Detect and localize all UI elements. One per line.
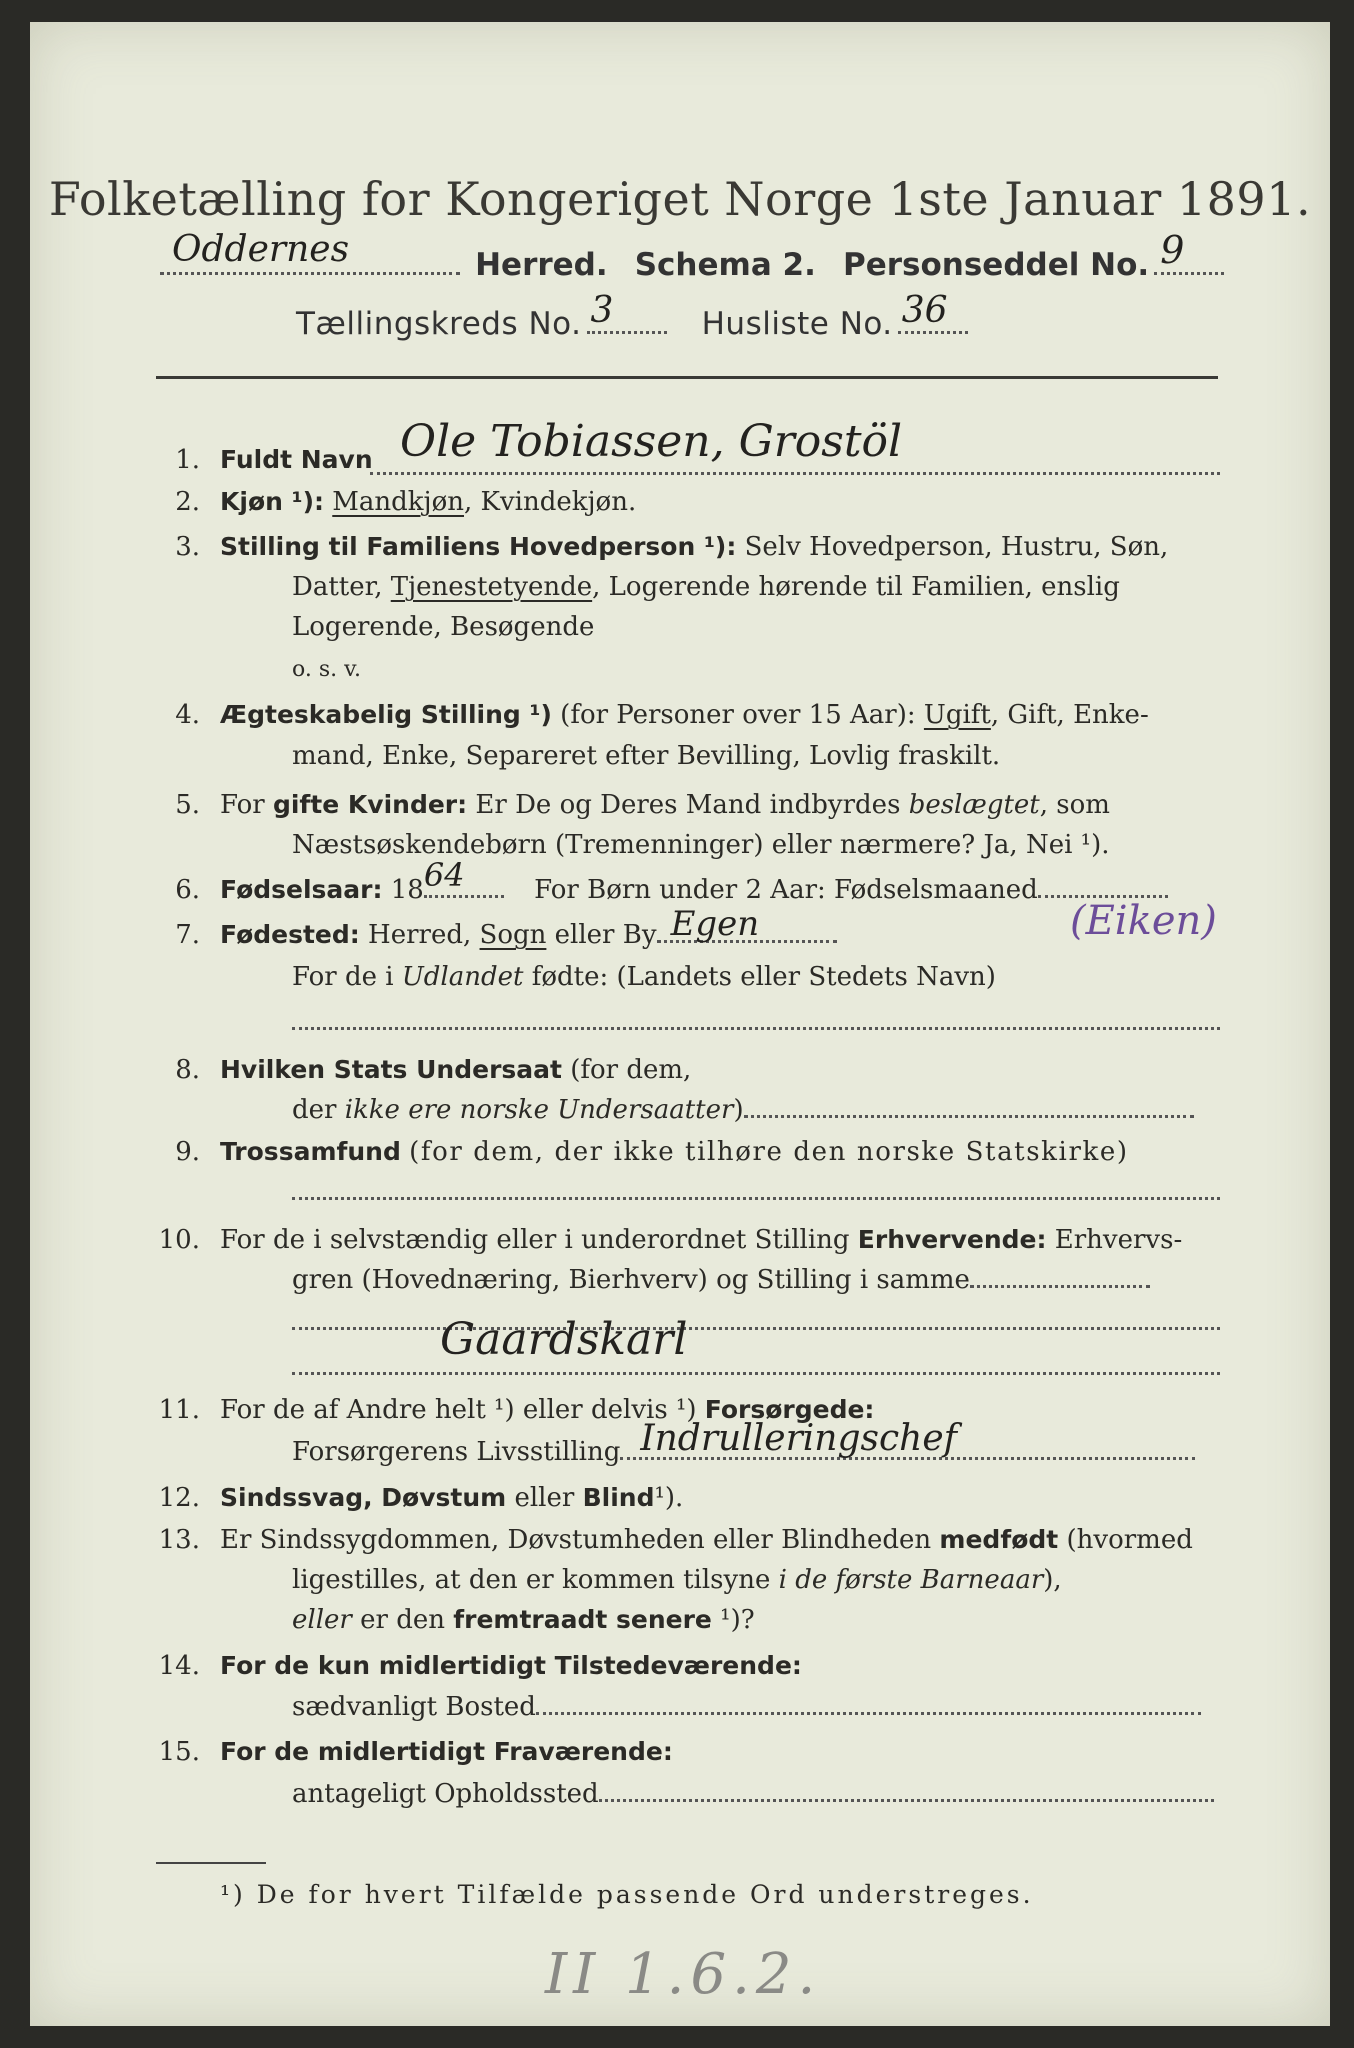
item-number: 14. <box>158 1651 200 1681</box>
item-number: 1. <box>175 445 200 475</box>
option-text: antageligt Opholdssted <box>292 1779 599 1809</box>
option-text: gren (Hovednæring, Bierhverv) og Stilling i samme <box>292 1265 970 1295</box>
item-number: 8. <box>175 1055 200 1085</box>
item-number: 12. <box>158 1483 200 1513</box>
blind-label: Blind <box>582 1483 655 1512</box>
option-text: For de i selvstændig eller i underordnet Stilling <box>220 1225 850 1255</box>
option-text: ), <box>1043 1565 1062 1595</box>
occupation-label: Erhvervende: <box>857 1225 1047 1254</box>
disability-label: Sindssvag, Døvstum <box>220 1483 507 1512</box>
citizenship-field <box>744 1115 1194 1118</box>
option-text: beslægtet <box>908 790 1040 820</box>
religion-field <box>292 1197 1220 1200</box>
religion-label: Trossamfund <box>220 1137 401 1166</box>
option-unmarried-underlined: Ugift <box>923 700 991 730</box>
item-13-line-3 <box>292 1600 755 1640</box>
option-text: , Gift, Enke- <box>990 700 1149 730</box>
option-servant-underlined: Tjenestetyende <box>390 572 593 602</box>
birthplace-note-purple: (Eiken) <box>1070 898 1217 944</box>
header-line-1 <box>160 228 1224 283</box>
option-text: Næstsøskendebørn (Tremenninger) eller nærmere? Ja, Nei ¹). <box>292 830 1110 860</box>
item-number: 9. <box>175 1137 200 1167</box>
option-text: Udlandet <box>401 962 524 992</box>
married-women-label: gifte Kvinder: <box>272 790 468 819</box>
schema-label: Schema 2. <box>634 247 816 283</box>
birth-year-prefix: 18 <box>390 875 424 905</box>
birthplace-field <box>657 904 837 944</box>
birth-month-label: For Børn under 2 Aar: Fødselsmaaned <box>534 875 1038 905</box>
herred-field <box>160 229 460 275</box>
birth-year-label: Fødselsaar: <box>220 875 383 904</box>
option-text: mand, Enke, Separeret efter Bevilling, Lovlig fraskilt. <box>292 741 1001 771</box>
item-3-line-2 <box>292 567 1120 607</box>
item-number: 4. <box>175 700 200 730</box>
option-text: , Logerende hørende til Familien, enslig <box>592 572 1120 602</box>
foreign-birthplace-field <box>292 1027 1220 1030</box>
option-text: (for dem, <box>570 1055 692 1085</box>
occupation-value: Gaardskarl <box>440 1314 688 1365</box>
occupation-field-1 <box>970 1285 1150 1288</box>
option-parish-underlined: Sogn <box>479 920 547 950</box>
item-number: 7. <box>175 920 200 950</box>
family-position-label: Stilling til Familiens Hovedperson ¹): <box>220 532 737 561</box>
option-text: eller <box>514 1483 575 1513</box>
usual-residence-field <box>536 1712 1201 1715</box>
option-text: Datter, <box>292 572 383 602</box>
item-7-line-2 <box>292 957 996 997</box>
item-number: 10. <box>158 1225 200 1255</box>
full-name-field <box>370 472 1220 475</box>
item-number: 13. <box>158 1525 200 1555</box>
citizenship-label: Hvilken Stats Undersaat <box>220 1055 562 1084</box>
dependents-label: Forsørgede: <box>704 1395 875 1424</box>
birth-year-field <box>423 856 504 898</box>
option-text: For de af Andre helt ¹) eller delvis ¹) <box>220 1395 697 1425</box>
birthplace-value: Egen <box>670 904 760 944</box>
option-text: der <box>292 1095 337 1125</box>
option-text: (for dem, der ikke tilhøre den norske Statskirke) <box>409 1137 1129 1167</box>
option-text: (for Personer over 15 Aar): <box>560 700 916 730</box>
taellingskreds-field <box>587 290 667 334</box>
birthplace-label: Fødested: <box>220 920 360 949</box>
probable-residence-field <box>599 1799 1214 1802</box>
option-text: Erhvervs- <box>1054 1225 1183 1255</box>
item-4-line-2 <box>292 736 1000 776</box>
husliste-value: 36 <box>901 290 948 331</box>
footnote: ¹) De for hvert Tilfælde passende Ord understreges. <box>220 1880 1034 1909</box>
item-number: 11. <box>158 1395 200 1425</box>
husliste-label: Husliste No. <box>701 306 893 342</box>
item-11-line-2 <box>292 1418 1195 1472</box>
option-text: sædvanligt Bosted <box>292 1692 536 1722</box>
option-text: ¹). <box>654 1483 684 1513</box>
option-text: i de første Barneaar <box>778 1565 1044 1595</box>
item-number: 3. <box>175 532 200 562</box>
item-number: 5. <box>175 790 200 820</box>
option-text: er den <box>360 1605 445 1635</box>
item-8-line-2 <box>292 1090 1194 1130</box>
option-text: ligestilles, at den er kommen tilsyne <box>292 1565 771 1595</box>
personseddel-label: Personseddel No. <box>842 247 1150 283</box>
option-text: Logerende, Besøgende <box>292 612 595 642</box>
option-text: For <box>220 790 265 820</box>
option-text: ) <box>733 1095 744 1125</box>
herred-value: Oddernes <box>172 229 350 270</box>
item-number: 2. <box>175 487 200 517</box>
footnote-divider <box>156 1862 266 1864</box>
option-text: o. s. v. <box>292 657 361 682</box>
item-10-line-2 <box>292 1260 1150 1300</box>
taellingskreds-value: 3 <box>590 290 614 331</box>
temporary-absent-label: For de midlertidigt Fraværende: <box>220 1737 673 1766</box>
pencil-annotation: II 1.6.2. <box>545 1942 822 2007</box>
temporary-present-label: For de kun midlertidigt Tilstedeværende: <box>220 1651 802 1680</box>
header-divider <box>156 376 1218 379</box>
option-text: Er De og Deres Mand indbyrdes <box>475 790 901 820</box>
item-15-line-2 <box>292 1774 1214 1814</box>
item-13-line-2 <box>292 1560 1062 1600</box>
item-3-line-4 <box>292 650 361 690</box>
option-text: eller <box>292 1605 352 1635</box>
gender-option-male: Mandkjøn <box>332 487 464 517</box>
occupation-field-2 <box>292 1327 1220 1330</box>
birth-year-value: 64 <box>423 856 465 894</box>
taellingskreds-label: Tællingskreds No. <box>296 306 582 342</box>
header-line-2 <box>296 290 968 342</box>
census-form <box>30 22 1330 2026</box>
gender-label: Kjøn ¹): <box>220 487 324 516</box>
item-number: 15. <box>158 1737 200 1767</box>
gender-option-female: , Kvindekjøn. <box>464 487 637 517</box>
full-name-value: Ole Tobiassen, Grostöl <box>400 416 903 467</box>
option-text: fødte: (Landets eller Stedets Navn) <box>531 962 996 992</box>
option-text: eller By <box>554 920 657 950</box>
option-text: Herred, <box>368 920 472 950</box>
option-text: For de i <box>292 962 394 992</box>
option-text: Forsørgerens Livsstilling <box>292 1437 621 1467</box>
option-text: , som <box>1039 790 1110 820</box>
personseddel-field <box>1154 228 1224 275</box>
husliste-field <box>898 290 968 334</box>
personseddel-value: 9 <box>1160 228 1185 272</box>
provider-occupation-field <box>620 1418 1195 1460</box>
family-position-options-1: Selv Hovedperson, Hustru, Søn, <box>744 532 1169 562</box>
item-3-line-3 <box>292 607 594 647</box>
later-onset-label: fremtraadt senere <box>453 1605 712 1634</box>
option-text: ¹)? <box>720 1605 755 1635</box>
option-text: ikke ere norske Undersaatter <box>344 1095 734 1125</box>
provider-occupation-value: Indrulleringschef <box>640 1418 957 1459</box>
occupation-field-3 <box>292 1372 1220 1375</box>
option-text: (hvormed <box>1066 1525 1193 1555</box>
item-14-line-2 <box>292 1687 1201 1727</box>
item-number: 6. <box>175 875 200 905</box>
item-5-line-2 <box>292 825 1110 865</box>
marital-status-label: Ægteskabelig Stilling ¹) <box>220 700 552 729</box>
form-title: Folketælling for Kongeriget Norge 1ste Januar 1891. <box>48 172 1312 226</box>
congenital-label: medfødt <box>939 1525 1059 1554</box>
full-name-label: Fuldt Navn <box>220 445 373 474</box>
option-text: Er Sindssygdommen, Døvstumheden eller Blindheden <box>220 1525 932 1555</box>
herred-label: Herred. <box>475 247 608 283</box>
